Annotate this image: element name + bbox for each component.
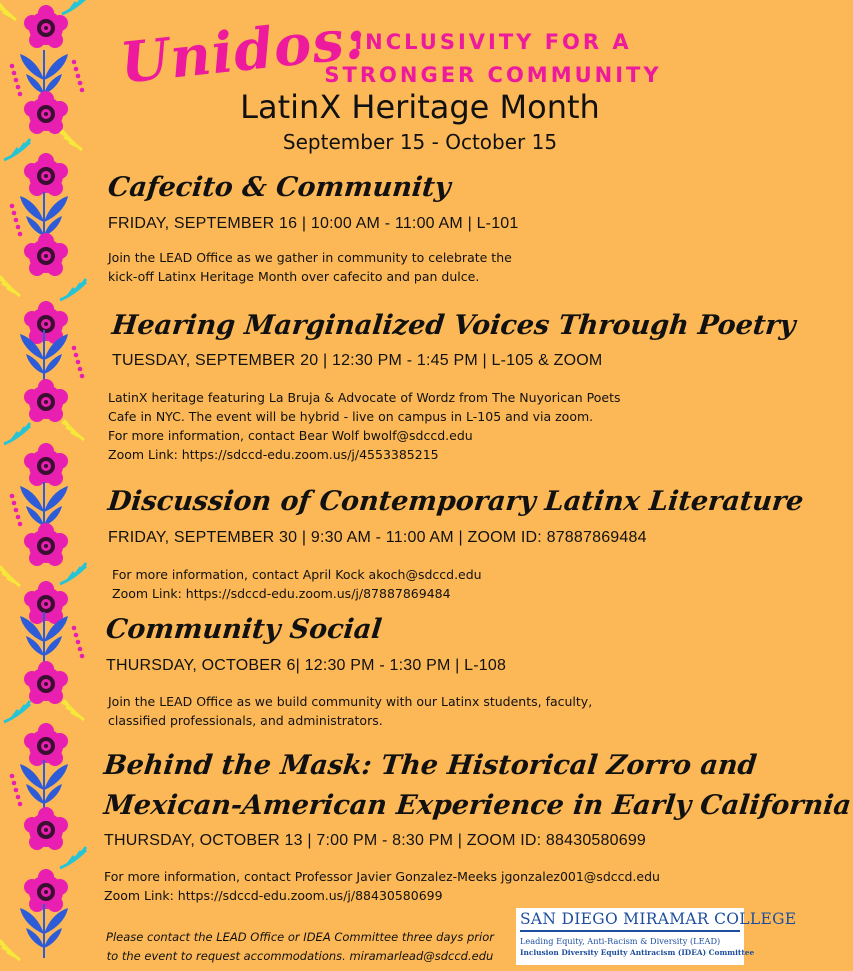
desc-line: For more information, contact April Kock akoch@sdccd.edu (112, 567, 482, 582)
desc-line: Zoom Link: https://sdccd-edu.zoom.us/j/87887869484 (112, 586, 451, 601)
desc-line: classified professionals, and administrators. (108, 713, 383, 728)
event-title-cafecito: Cafecito & Community (106, 172, 453, 203)
subtitle-line-1: INCLUSIVITY FOR A (354, 30, 632, 54)
event-title-literature: Discussion of Contemporary Latinx Literature (106, 486, 806, 517)
desc-line: kick-off Latinx Heritage Month over cafecito and pan dulce. (108, 269, 480, 284)
event-desc-literature (112, 565, 482, 603)
college-name: SAN DIEGO MIRAMAR COLLEGE (520, 910, 797, 928)
desc-line: Zoom Link: https://sdccd-edu.zoom.us/j/88430580699 (104, 888, 443, 903)
logo-idea-line: Inclusion Diversity Equity Antiracism (IDEA) Committee (520, 948, 755, 957)
event-when-literature: FRIDAY, SEPTEMBER 30 | 9:30 AM - 11:00 AM | ZOOM ID: 87887869484 (108, 529, 647, 546)
desc-line: Cafe in NYC. The event will be hybrid - live on campus in L-105 and via zoom. (108, 409, 594, 424)
logo-lead-line: Leading Equity, Anti-Racism & Diversity (LEAD) (520, 936, 721, 946)
note-line-1: Please contact the LEAD Office or IDEA Committee three days prior (106, 930, 494, 944)
logo-divider (520, 930, 740, 932)
page-title: LatinX Heritage Month (240, 88, 600, 126)
event-title-zorro-line-2: Mexican-American Experience in Early California (102, 790, 853, 821)
event-desc-zorro (104, 867, 660, 905)
desc-line: Zoom Link: https://sdccd-edu.zoom.us/j/4553385215 (108, 447, 439, 462)
accommodations-note (80, 928, 520, 966)
floral-vine-border (0, 0, 100, 971)
event-desc-cafecito (108, 248, 512, 286)
desc-line: Join the LEAD Office as we gather in community to celebrate the (108, 250, 512, 265)
event-date-range: September 15 - October 15 (282, 130, 558, 154)
note-line-2: to the event to request accommodations. miramarlead@sdccd.edu (106, 949, 494, 963)
event-when-poetry: TUESDAY, SEPTEMBER 20 | 12:30 PM - 1:45 PM | L-105 & ZOOM (112, 352, 603, 369)
desc-line: Join the LEAD Office as we build community with our Latinx students, faculty, (108, 694, 593, 709)
event-title-poetry: Hearing Marginalized Voices Through Poetry (110, 310, 797, 341)
unidos-script-title: Unidos: (117, 5, 370, 97)
subtitle-line-2: STRONGER COMMUNITY (324, 63, 662, 87)
desc-line: For more information, contact Bear Wolf bwolf@sdccd.edu (108, 428, 473, 443)
college-logo (516, 908, 797, 965)
desc-line: LatinX heritage featuring La Bruja & Advocate of Wordz from The Nuyorican Poets (108, 390, 621, 405)
event-title-social: Community Social (104, 614, 384, 645)
event-title-zorro-line-1: Behind the Mask: The Historical Zorro and (102, 750, 759, 781)
event-desc-social (108, 692, 592, 730)
event-when-cafecito: FRIDAY, SEPTEMBER 16 | 10:00 AM - 11:00 AM | L-101 (108, 215, 519, 232)
event-when-social: THURSDAY, OCTOBER 6| 12:30 PM - 1:30 PM | L-108 (106, 657, 507, 674)
event-desc-poetry (108, 388, 621, 464)
desc-line: For more information, contact Professor Javier Gonzalez-Meeks jgonzalez001@sdccd.edu (104, 869, 660, 884)
event-when-zorro: THURSDAY, OCTOBER 13 | 7:00 PM - 8:30 PM | ZOOM ID: 88430580699 (104, 832, 647, 849)
